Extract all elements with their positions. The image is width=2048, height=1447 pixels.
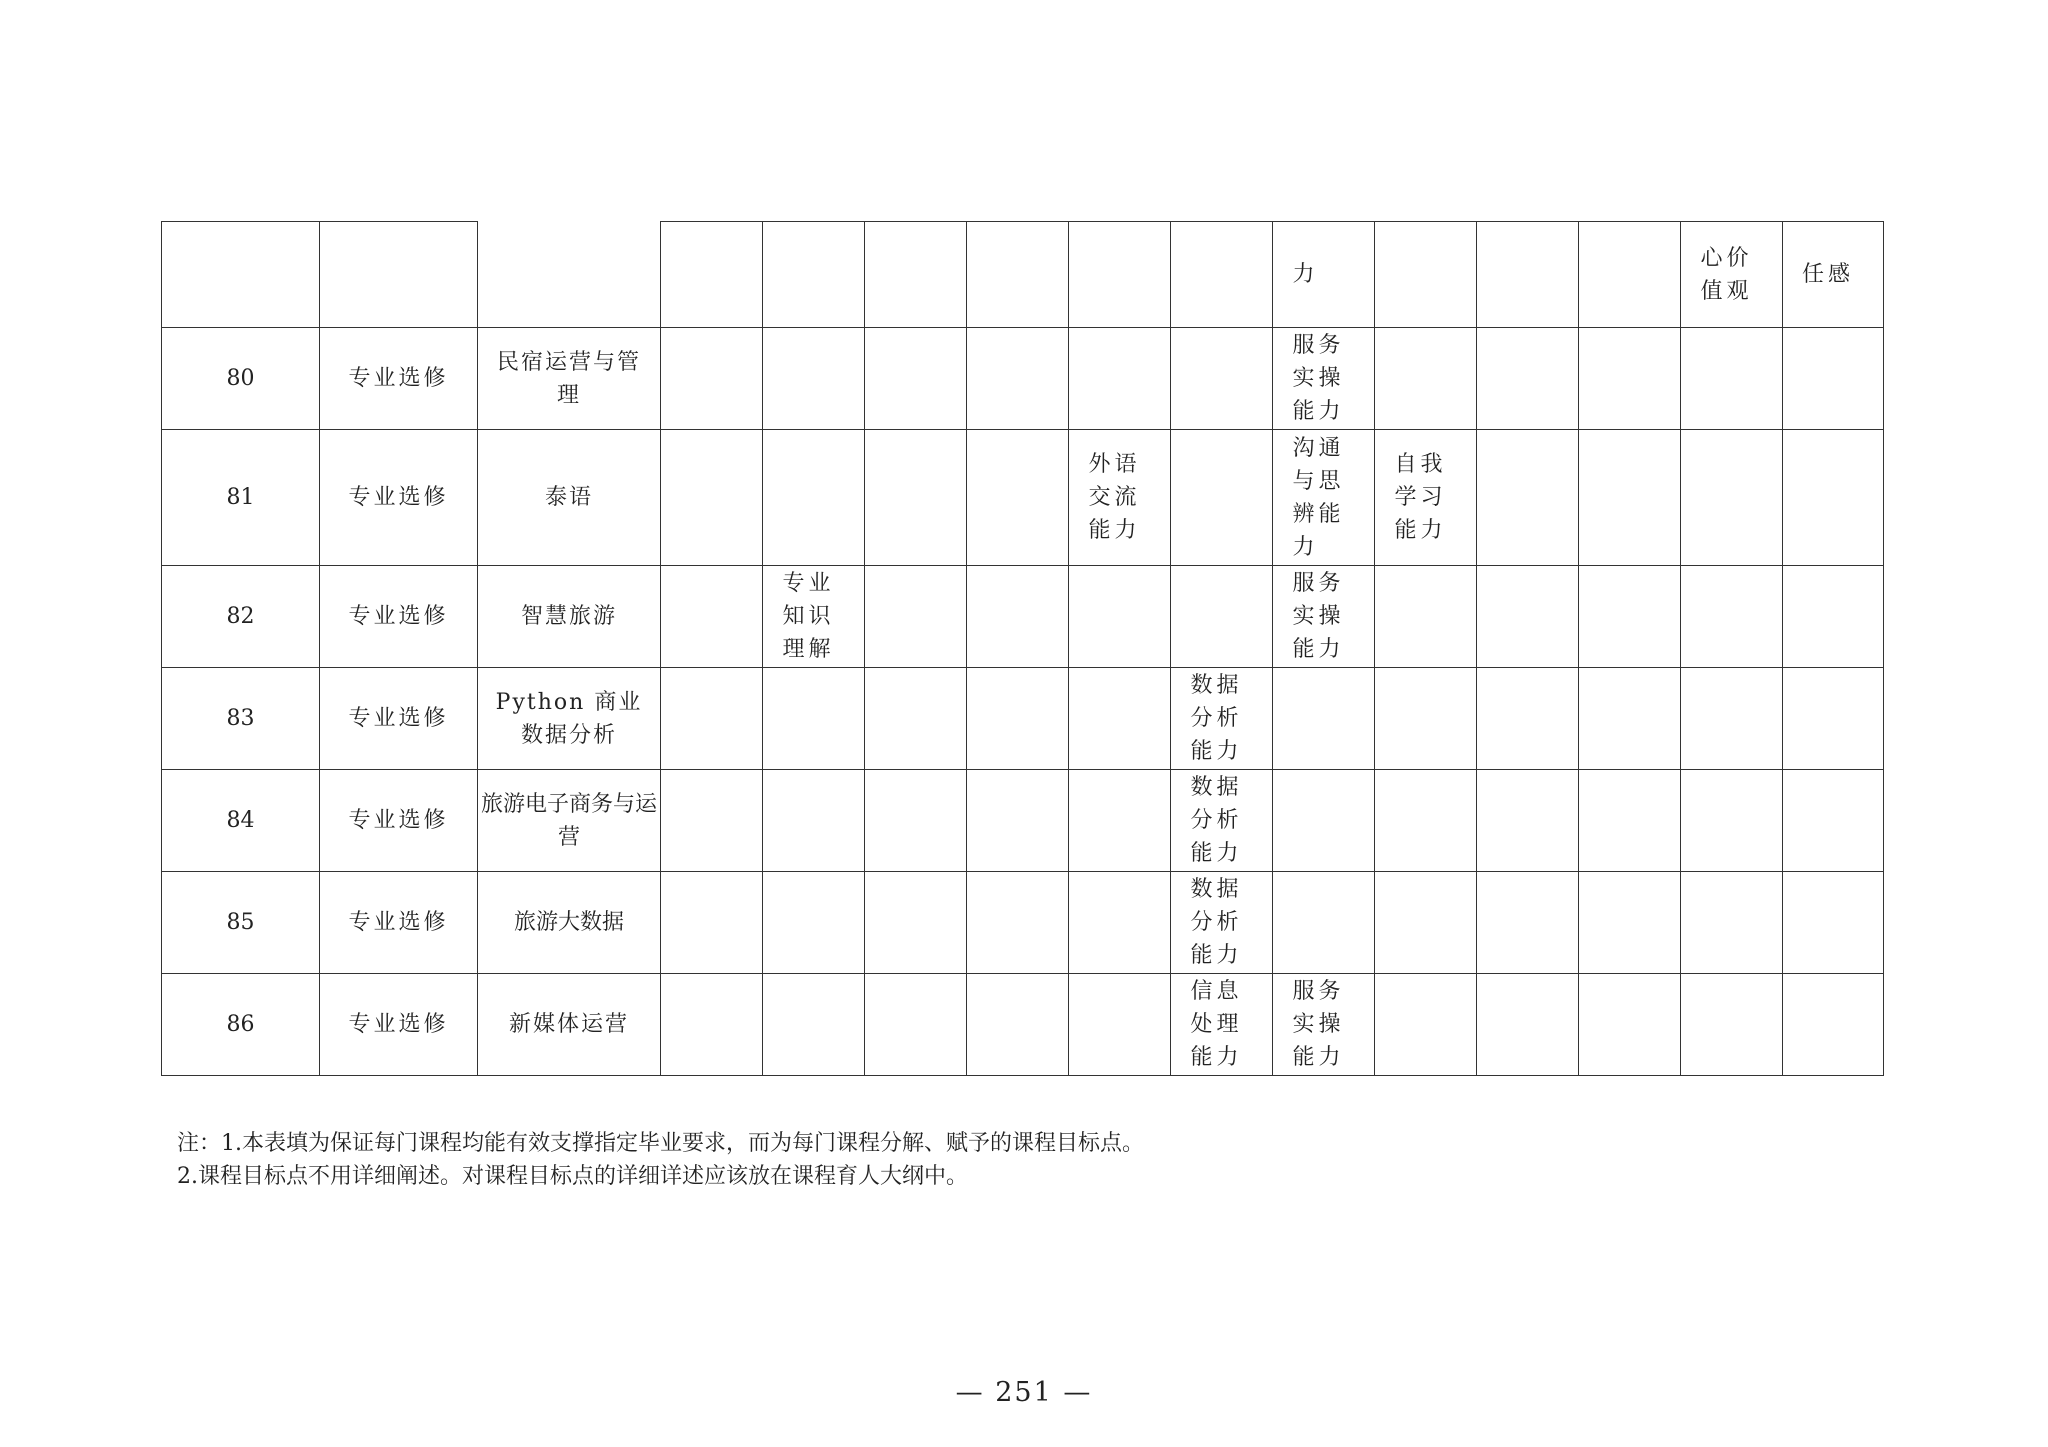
row-number: 85	[162, 872, 320, 974]
course-name	[478, 430, 661, 566]
row-number: 81	[162, 430, 320, 566]
table-cell	[1783, 222, 1884, 328]
table-cell	[1375, 974, 1477, 1076]
table-cell	[763, 430, 865, 566]
table-cell	[1681, 974, 1783, 1076]
table-cell	[1681, 872, 1783, 974]
table-cell	[1681, 430, 1783, 566]
table-cell	[1477, 328, 1579, 430]
table-cell	[661, 430, 763, 566]
table-cell	[1783, 566, 1884, 668]
objective-text: 专业知识理解	[782, 571, 835, 662]
table-cell	[1069, 328, 1171, 430]
table-cell	[1069, 770, 1171, 872]
course-type: 专业选修	[320, 328, 478, 430]
table-cell	[967, 430, 1069, 566]
table-cell	[1273, 668, 1375, 770]
table-cell	[967, 566, 1069, 668]
table-cell	[967, 770, 1069, 872]
table-cell	[1273, 872, 1375, 974]
header-responsibility-fragment: 任感	[1802, 262, 1855, 287]
objective-cell	[1273, 430, 1375, 566]
course-type: 专业选修	[320, 770, 478, 872]
table-cell	[661, 328, 763, 430]
table-cell	[1171, 328, 1273, 430]
objective-text: 服务实操能力	[1292, 333, 1345, 424]
table-cell	[162, 222, 320, 328]
objective-text: 数据分析能力	[1190, 877, 1243, 968]
objective-text: 服务实操能力	[1292, 979, 1345, 1070]
page-number: — 251 —	[955, 1377, 1093, 1408]
table-cell	[763, 328, 865, 430]
table-cell	[865, 770, 967, 872]
objective-text: 数据分析能力	[1190, 775, 1243, 866]
table-cell	[1069, 222, 1171, 328]
course-name	[478, 566, 661, 668]
table-row	[162, 770, 1884, 872]
row-number: 83	[162, 668, 320, 770]
table-cell	[1477, 668, 1579, 770]
note-line-1: 注：1.本表填为保证每门课程均能有效支撑指定毕业要求，而为每门课程分解、赋予的课程目标点。	[177, 1131, 1144, 1156]
objective-text: 自我学习能力	[1394, 452, 1447, 543]
table-cell	[865, 222, 967, 328]
header-values-fragment: 心价值观	[1700, 245, 1753, 304]
table-cell	[1783, 974, 1884, 1076]
table-cell	[1579, 668, 1681, 770]
objective-cell	[1171, 872, 1273, 974]
curriculum-table	[161, 221, 1884, 1076]
table-cell	[1171, 222, 1273, 328]
table-cell	[1681, 770, 1783, 872]
table-cell	[1171, 430, 1273, 566]
table-cell	[967, 974, 1069, 1076]
table-cell	[661, 668, 763, 770]
table-cell	[865, 974, 967, 1076]
objective-cell	[1273, 328, 1375, 430]
table-cell	[1069, 974, 1171, 1076]
table-notes	[177, 1127, 1144, 1193]
course-type: 专业选修	[320, 872, 478, 974]
table-cell	[1579, 430, 1681, 566]
table-cell	[865, 668, 967, 770]
table-cell	[967, 668, 1069, 770]
table-cell	[763, 770, 865, 872]
objective-text: 外语交流能力	[1088, 452, 1141, 543]
table-cell	[1375, 770, 1477, 872]
table-cell	[763, 668, 865, 770]
table-cell	[1477, 430, 1579, 566]
table-row	[162, 430, 1884, 566]
table-cell	[1273, 222, 1375, 328]
row-number: 80	[162, 328, 320, 430]
table-cell	[1477, 872, 1579, 974]
course-name-text: 泰语	[544, 485, 593, 510]
objective-text: 沟通与思辨能力	[1292, 435, 1345, 560]
table-cell	[1681, 222, 1783, 328]
table-cell	[967, 222, 1069, 328]
objective-cell	[1171, 770, 1273, 872]
table-row	[162, 566, 1884, 668]
course-type: 专业选修	[320, 974, 478, 1076]
objective-cell	[763, 566, 865, 668]
table-cell	[1681, 668, 1783, 770]
table-cell	[763, 872, 865, 974]
objective-text: 数据分析能力	[1190, 673, 1243, 764]
table-cell	[967, 872, 1069, 974]
objective-text: 服务实操能力	[1292, 571, 1345, 662]
row-number: 86	[162, 974, 320, 1076]
table-cell	[1579, 974, 1681, 1076]
table-row	[162, 668, 1884, 770]
table-cell	[1069, 668, 1171, 770]
table-cell	[661, 222, 763, 328]
course-name: 旅游电子商务与运营	[478, 770, 661, 872]
note-line-2: 2.课程目标点不用详细阐述。对课程目标点的详细详述应该放在课程育人大纲中。	[177, 1164, 968, 1189]
table-row	[162, 872, 1884, 974]
table-cell	[1783, 328, 1884, 430]
objective-text: 信息处理能力	[1190, 979, 1243, 1070]
table-row	[162, 328, 1884, 430]
table-cell	[320, 222, 478, 328]
table-cell	[1579, 872, 1681, 974]
table-cell	[1783, 872, 1884, 974]
course-name-text: 智慧旅游	[520, 604, 617, 629]
course-name	[478, 668, 661, 770]
table-cell	[763, 974, 865, 1076]
table-cell	[1783, 430, 1884, 566]
table-cell	[865, 430, 967, 566]
table-cell	[1783, 770, 1884, 872]
table-row	[162, 974, 1884, 1076]
table-cell	[1375, 222, 1477, 328]
table-cell	[1477, 974, 1579, 1076]
objective-cell	[1273, 974, 1375, 1076]
table-cell	[1375, 668, 1477, 770]
table-cell	[865, 566, 967, 668]
header-ability-fragment: 力	[1292, 262, 1319, 287]
row-number: 84	[162, 770, 320, 872]
table-cell	[478, 222, 661, 328]
table-cell	[1477, 222, 1579, 328]
course-type: 专业选修	[320, 566, 478, 668]
table-cell	[1069, 566, 1171, 668]
table-cell	[1477, 566, 1579, 668]
course-name	[478, 974, 661, 1076]
table-cell	[661, 566, 763, 668]
course-name: 旅游大数据	[478, 872, 661, 974]
table-cell	[661, 974, 763, 1076]
table-cell	[1273, 770, 1375, 872]
objective-cell	[1069, 430, 1171, 566]
table-cell	[1477, 770, 1579, 872]
objective-cell	[1171, 974, 1273, 1076]
table-cell	[661, 872, 763, 974]
table-cell	[763, 222, 865, 328]
table-cell	[1375, 872, 1477, 974]
table-cell	[661, 770, 763, 872]
course-name-text: Python 商业数据分析	[495, 689, 643, 748]
table-cell	[1375, 566, 1477, 668]
course-name-text: 新媒体运营	[508, 1012, 629, 1037]
course-name-text: 民宿运营与管理	[496, 349, 641, 408]
table-cell	[1579, 328, 1681, 430]
objective-cell	[1273, 566, 1375, 668]
objective-cell	[1171, 668, 1273, 770]
table-header-row	[162, 222, 1884, 328]
course-name	[478, 328, 661, 430]
table-cell	[1579, 566, 1681, 668]
table-cell	[865, 328, 967, 430]
table-cell	[1069, 872, 1171, 974]
table-cell	[967, 328, 1069, 430]
table-cell	[1171, 566, 1273, 668]
course-type: 专业选修	[320, 668, 478, 770]
course-type: 专业选修	[320, 430, 478, 566]
table-cell	[1783, 668, 1884, 770]
row-number: 82	[162, 566, 320, 668]
objective-cell	[1375, 430, 1477, 566]
table-cell	[1579, 222, 1681, 328]
table-cell	[1681, 328, 1783, 430]
table-cell	[1579, 770, 1681, 872]
table-cell	[865, 872, 967, 974]
table-cell	[1375, 328, 1477, 430]
table-cell	[1681, 566, 1783, 668]
